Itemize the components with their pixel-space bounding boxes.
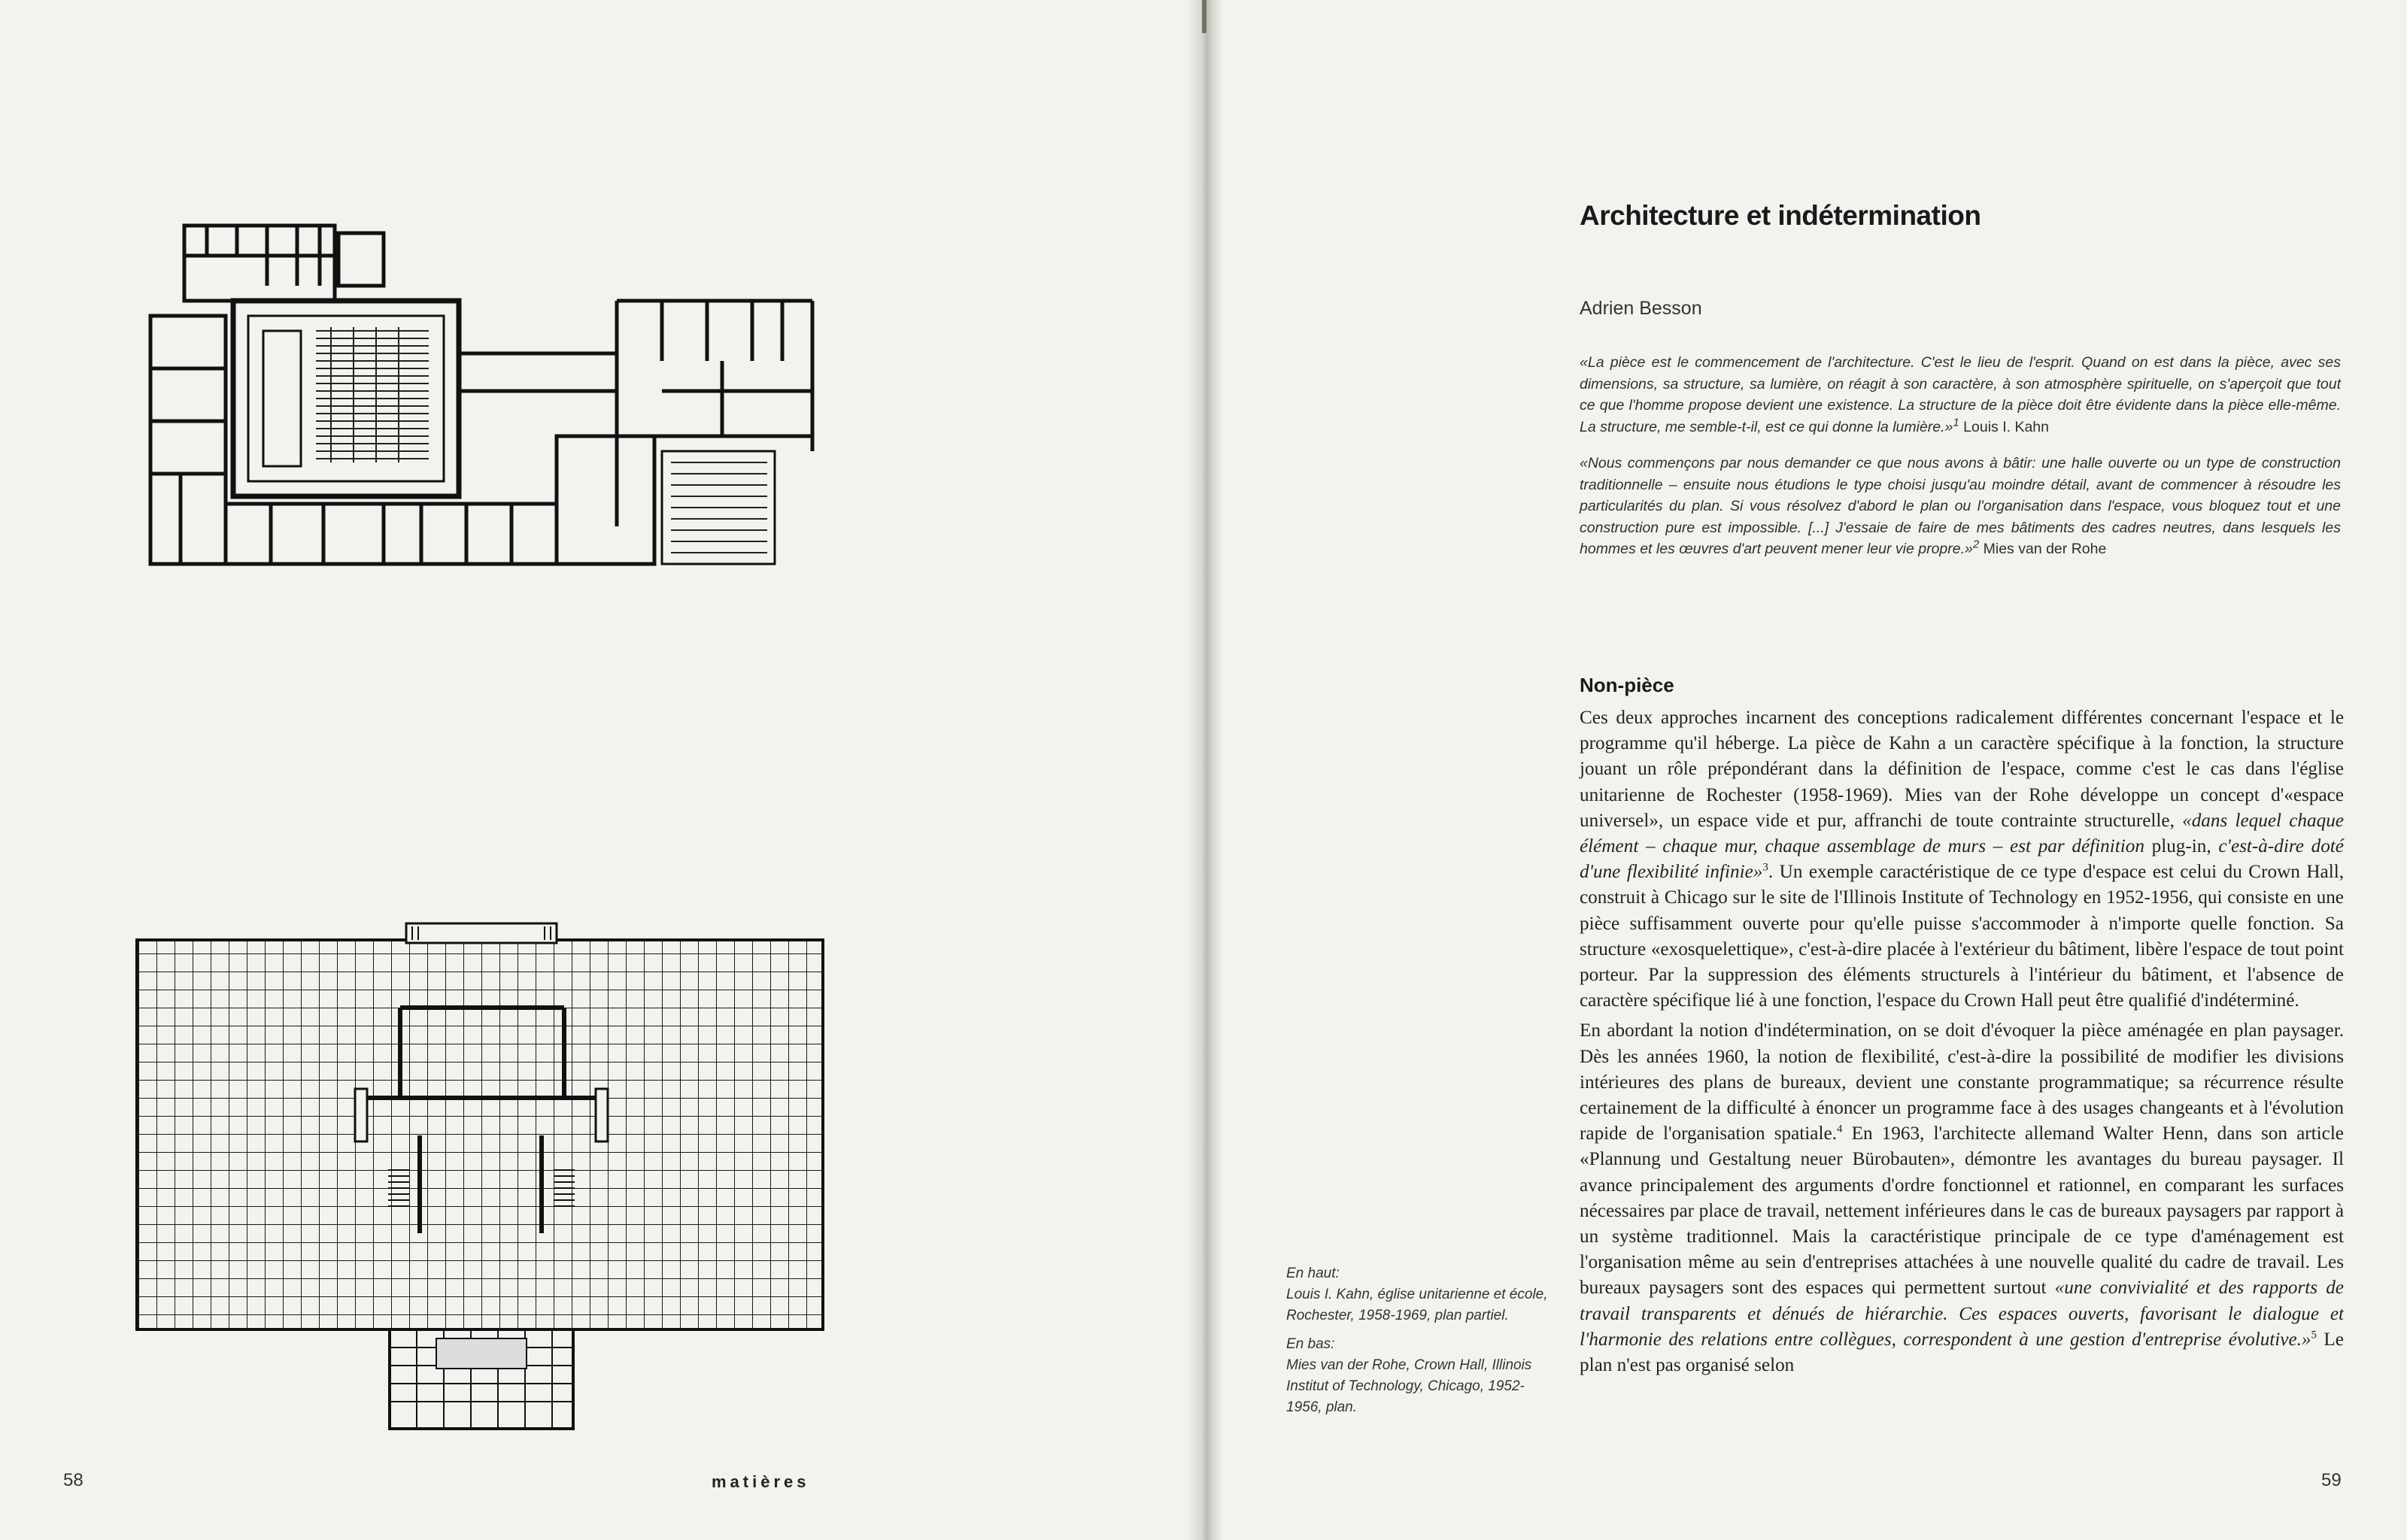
article-author: Adrien Besson (1580, 298, 1702, 319)
body-text-run: Le plan n'est pas organisé selon (1580, 1329, 2344, 1376)
body-paragraph-1 (1580, 705, 2344, 1014)
caption-bottom (1286, 1334, 1557, 1418)
body-text-run: Ces deux approches incarnent des conceptions radicalement différentes concernant l'espace et le programme qu'il héberge. La pièce de Kahn a un caractère spécifique à la fonction, la structure jouant un rôle prépondérant dans la définition de l'espace, comme c'est le cas dans l'église unitarienne de Rochester (1958-1969). Mies van der Rohe développe un concept d'«espace universel», un espace vide et pur, affranchi de toute contrainte structurelle, (1580, 708, 2344, 831)
footnote-marker: 3 (1762, 861, 1768, 874)
kahn-floor-plan (135, 211, 850, 602)
epigraph-mies (1580, 453, 2341, 560)
epigraph-text: «Nous commençons par nous demander ce que nous avons à bâtir: une halle ouverte ou un type de construction traditionnelle – ensuite nous étudions le type choisi jusqu'au moindre détail, avant de commencer à résoudre les particularités du plan. Si vous résolvez d'abord le plan ou l'organisation dans l'espace, vous bloquez tout et une construction pure est impossible. [...] J'essaie de faire de mes bâtiments des cadres neutres, dans lesquels les hommes et les œuvres d'art peuvent mener leur vie propre.» (1580, 455, 2341, 557)
page-number-right: 59 (2321, 1470, 2342, 1490)
body-text-run: En abordant la notion d'indétermination, on se doit d'évoquer la pièce aménagée en plan paysager. Dès les années 1960, la notion de flexibilité, c'est-à-dire la possibilité de modifier les divisions intérieures des plans de bureaux, devient une constante programmatique; sa récurrence résulte certainement de la difficulté à énoncer un programme face à des usages changeants et à l'évolution rapide de l'organisation spatiale. (1580, 1020, 2344, 1144)
body-text-run: En 1963, l'architecte allemand Walter Henn, dans son article «Plannung und Gestaltung neuer Bürobauten», démontre les avantages du bureau paysager. Il avance principalement des arguments d'ordre fonctionnel et rationnel, en comparant les surfaces nécessaires par place de travail, nettement inférieures dans le cas de bureaux paysagers par rapport à un système traditionnel. Mais la caractéristique principale de ce type d'aménagement est l'organisation même au sein d'entreprises attachées à une nouvelle qualité du cadre de travail. Les bureaux paysagers sont des espaces qui permettent surtout (1580, 1123, 2344, 1299)
crown-hall-plan-drawing (120, 917, 842, 1444)
body-quote-run: c'est-à-dire doté d'une flexibilité infinie» (1580, 836, 2344, 883)
caption-top (1286, 1263, 1557, 1326)
figure-caption (1286, 1263, 1557, 1426)
book-gutter (1187, 0, 1223, 1540)
body-quote-run: «une convivialité et des rapports de travail transparents et dénués de hiérarchie. Ces espaces ouverts, favorisant le dialogue et l'harmonie des relations entre collègues, correspondent à une gestion d'entreprise évolutive.» (1580, 1278, 2344, 1350)
section-heading: Non-pièce (1580, 674, 1674, 696)
epigraph-text: «La pièce est le commencement de l'architecture. C'est le lieu de l'esprit. Quand on est dans la pièce, avec ses dimensions, sa structure, sa lumière, on réagit à son caractère, à son atmosphère spirituelle, on s'aperçoit que tout ce que l'homme propose devient une existence. La structure de la pièce doit être évidente dans la pièce elle-même. La structure, me semble-t-il, est ce qui donne la lumière.» (1580, 354, 2341, 435)
body-paragraph-2 (1580, 1018, 2344, 1378)
footnote-marker: 1 (1953, 416, 1959, 429)
page-number-left: 58 (63, 1470, 83, 1490)
epigraph-kahn (1580, 352, 2341, 438)
caption-top-label: En haut: (1286, 1266, 1340, 1281)
footnote-marker: 4 (1836, 1123, 1843, 1135)
body-text-run: plug-in, (2144, 836, 2219, 857)
footnote-marker: 5 (2311, 1329, 2317, 1341)
caption-top-text: Louis I. Kahn, église unitarienne et école, Rochester, 1958-1969, plan partiel. (1286, 1287, 1548, 1323)
epigraph-attribution: Louis I. Kahn (1963, 418, 2050, 435)
caption-bottom-label: En bas: (1286, 1336, 1335, 1352)
body-text-run: . Un exemple caractéristique de ce type d'espace est celui du Crown Hall, construit à Chicago sur le site de l'Illinois Institute of Technology en 1952-1956, qui consiste en une pièce suffisamment ouverte pour qu'elle puisse s'accommoder à n'importe quelle fonction. Sa structure «exosquelettique», c'est-à-dire placée à l'extérieur du bâtiment, libère l'espace de tout point porteur. Par la suppression des éléments structurels à l'intérieur du bâtiment, et l'absence de caractère spécifique lié à une fonction, l'espace du Crown Hall peut être qualifié d'indéterminé. (1580, 862, 2345, 1011)
caption-bottom-text: Mies van der Rohe, Crown Hall, Illinois Institut of Technology, Chicago, 1952-1956, plan. (1286, 1357, 1532, 1415)
epigraph-attribution: Mies van der Rohe (1983, 541, 2107, 557)
journal-name: matières (712, 1472, 810, 1491)
article-body (1580, 705, 2344, 1383)
article-title: Architecture et indétermination (1580, 200, 1981, 231)
footnote-marker: 2 (1972, 538, 1980, 551)
bookmark-ribbon (1202, 0, 1207, 33)
kahn-plan-drawing (135, 211, 850, 602)
body-quote-run: «dans lequel chaque élément – chaque mur, chaque assemblage de murs – est par définition (1580, 810, 2344, 857)
crown-hall-plan (120, 917, 842, 1444)
